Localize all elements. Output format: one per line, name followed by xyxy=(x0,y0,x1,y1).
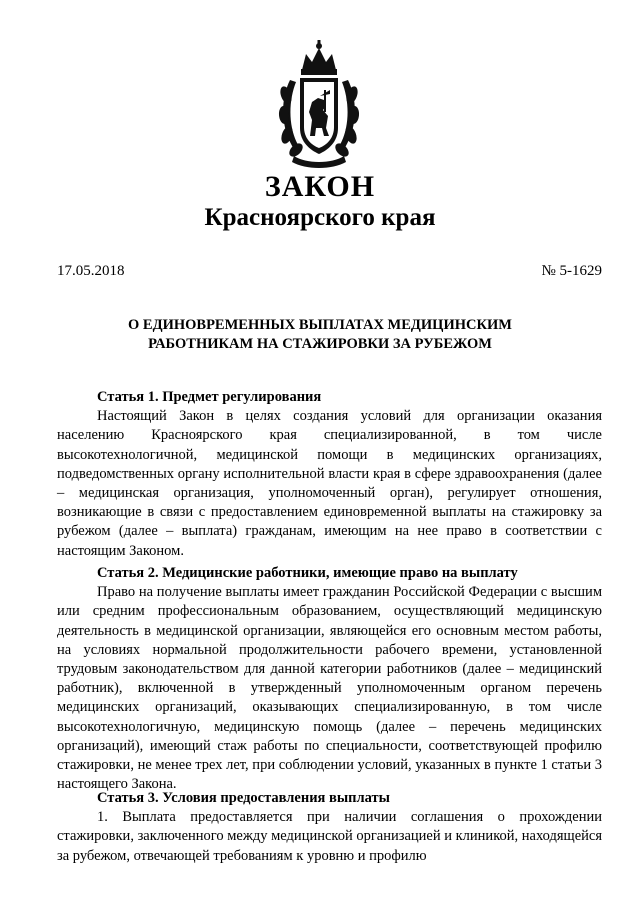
region-name: Красноярского края xyxy=(204,204,436,231)
document-date: 17.05.2018 xyxy=(57,263,125,279)
article-1 xyxy=(57,388,602,561)
document-subject xyxy=(0,316,640,354)
article-2 xyxy=(57,564,602,794)
ribbon-icon xyxy=(292,156,346,168)
subject-line-1: О ЕДИНОВРЕМЕННЫХ ВЫПЛАТАХ МЕДИЦИНСКИМ xyxy=(128,317,512,333)
article-2-text: Право на получение выплаты имеет гражданин Российской Федерации с высшим или средним профессиональным образованием, осуществляющий медицинскую деятельность в медицинской организации, являющейся его основным местом работы, на условиях нормальной продолжительности рабочего времени, установленной трудовым законодательством для данной категории работников (далее – медицинский работник), включенной в утвержденный уполномоченным органом перечень медицинских организаций, оказывающих специализированную, в том числе высокотехнологичную, медицинскую помощь (далее – перечень медицинских организаций), имеющий стаж работы по специальности, соответствующей профилю стажировки, не менее трех лет, при соблюдении условий, указанных в пункте 1 статьи 3 настоящего Закона. xyxy=(57,584,603,793)
article-1-text: Настоящий Закон в целях создания условий для организации оказания населению Красноярского края специализированной, в том числе высокотехнологичной, медицинской помощи в медицинских организациях, подведомственных органу исполнительной власти края в сфере здравоохранения (далее – медицинская организация, уполномоченный орган), регулирует отношения, возникающие в связи с предоставлением единовременной выплаты на стажировку за рубежом (далее – выплата) гражданам, имеющим на нее право в соответствии с настоящим Законом. xyxy=(57,408,602,559)
document-number: № 5-1629 xyxy=(541,263,602,279)
crown-icon xyxy=(301,40,337,75)
krasnoyarsk-coat-of-arms xyxy=(276,40,362,172)
document-type: ЗАКОН xyxy=(264,170,376,203)
shield-icon xyxy=(300,78,338,154)
article-1-title: Статья 1. Предмет регулирования xyxy=(97,389,322,405)
article-3-text: 1. Выплата предоставляется при наличии соглашения о прохождении стажировки, заключенного между медицинской организацией и клиникой, находящейся за рубежом, отвечающей требованиям к уровню и профилю xyxy=(57,809,603,864)
article-3 xyxy=(57,789,602,866)
subject-line-2: РАБОТНИКАМ НА СТАЖИРОВКИ ЗА РУБЕЖОМ xyxy=(148,336,492,352)
article-2-title: Статья 2. Медицинские работники, имеющие право на выплату xyxy=(97,565,518,581)
article-3-title: Статья 3. Условия предоставления выплаты xyxy=(97,790,390,806)
